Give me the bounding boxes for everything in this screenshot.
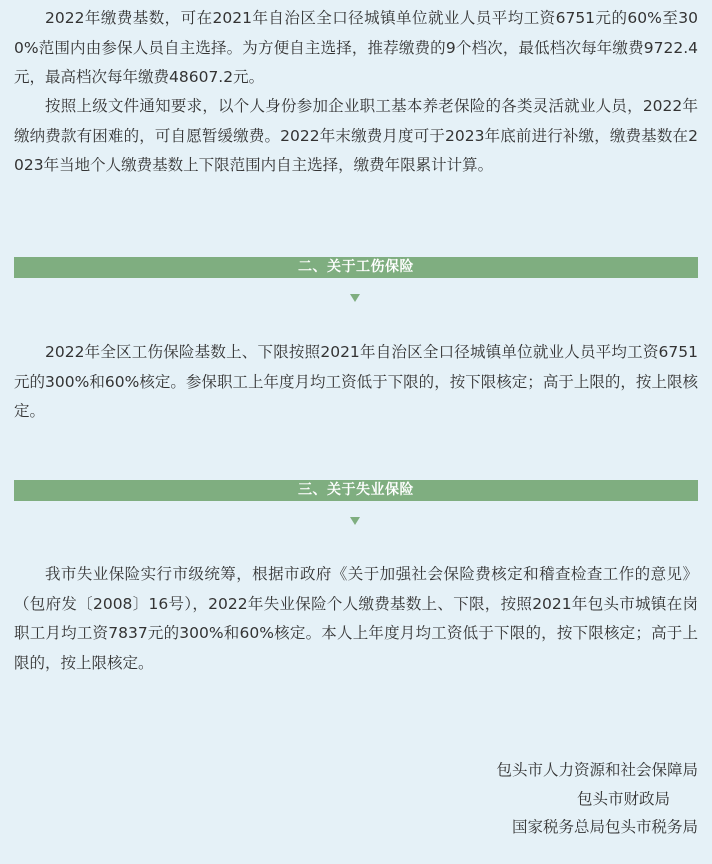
triangle-down-icon <box>350 517 360 525</box>
signature-block <box>496 756 698 842</box>
intro-paragraph-1: 2022年缴费基数，可在2021年自治区全口径城镇单位就业人员平均工资6751元的60%至300%范围内由参保人员自主选择。为方便自主选择，推荐缴费的9个档次，最低档次每年缴费9722.4元，最高档次每年缴费48607.2元。 <box>14 9 698 86</box>
section-header-work-injury: 二、关于工伤保险 <box>14 257 698 278</box>
work-injury-paragraph: 2022年全区工伤保险基数上、下限按照2021年自治区全口径城镇单位就业人员平均工资6751元的300%和60%核定。参保职工上年度月均工资低于下限的，按下限核定；高于上限的，按上限核定。 <box>14 343 698 420</box>
triangle-down-icon <box>350 294 360 302</box>
unemployment-paragraph: 我市失业保险实行市级统筹，根据市政府《关于加强社会保险费核定和稽查检查工作的意见》（包府发〔2008〕16号），2022年失业保险个人缴费基数上、下限，按照2021年包头市城镇在岗职工月均工资7837元的300%和60%核定。本人上年度月均工资低于下限的，按下限核定；高于上限的，按上限核定。 <box>14 565 698 672</box>
intro-paragraph-2: 按照上级文件通知要求，以个人身份参加企业职工基本养老保险的各类灵活就业人员，2022年缴纳费款有困难的，可自愿暂缓缴费。2022年末缴费月度可于2023年底前进行补缴，缴费基数在2023年当地个人缴费基数上下限范围内自主选择，缴费年限累计计算。 <box>14 97 698 174</box>
signature-tax-bureau: 国家税务总局包头市税务局 <box>511 818 698 836</box>
signature-finance-bureau: 包头市财政局 <box>576 789 670 808</box>
signature-hrss-bureau: 包头市人力资源和社会保障局 <box>496 761 698 779</box>
section-header-unemployment: 三、关于失业保险 <box>14 480 698 501</box>
